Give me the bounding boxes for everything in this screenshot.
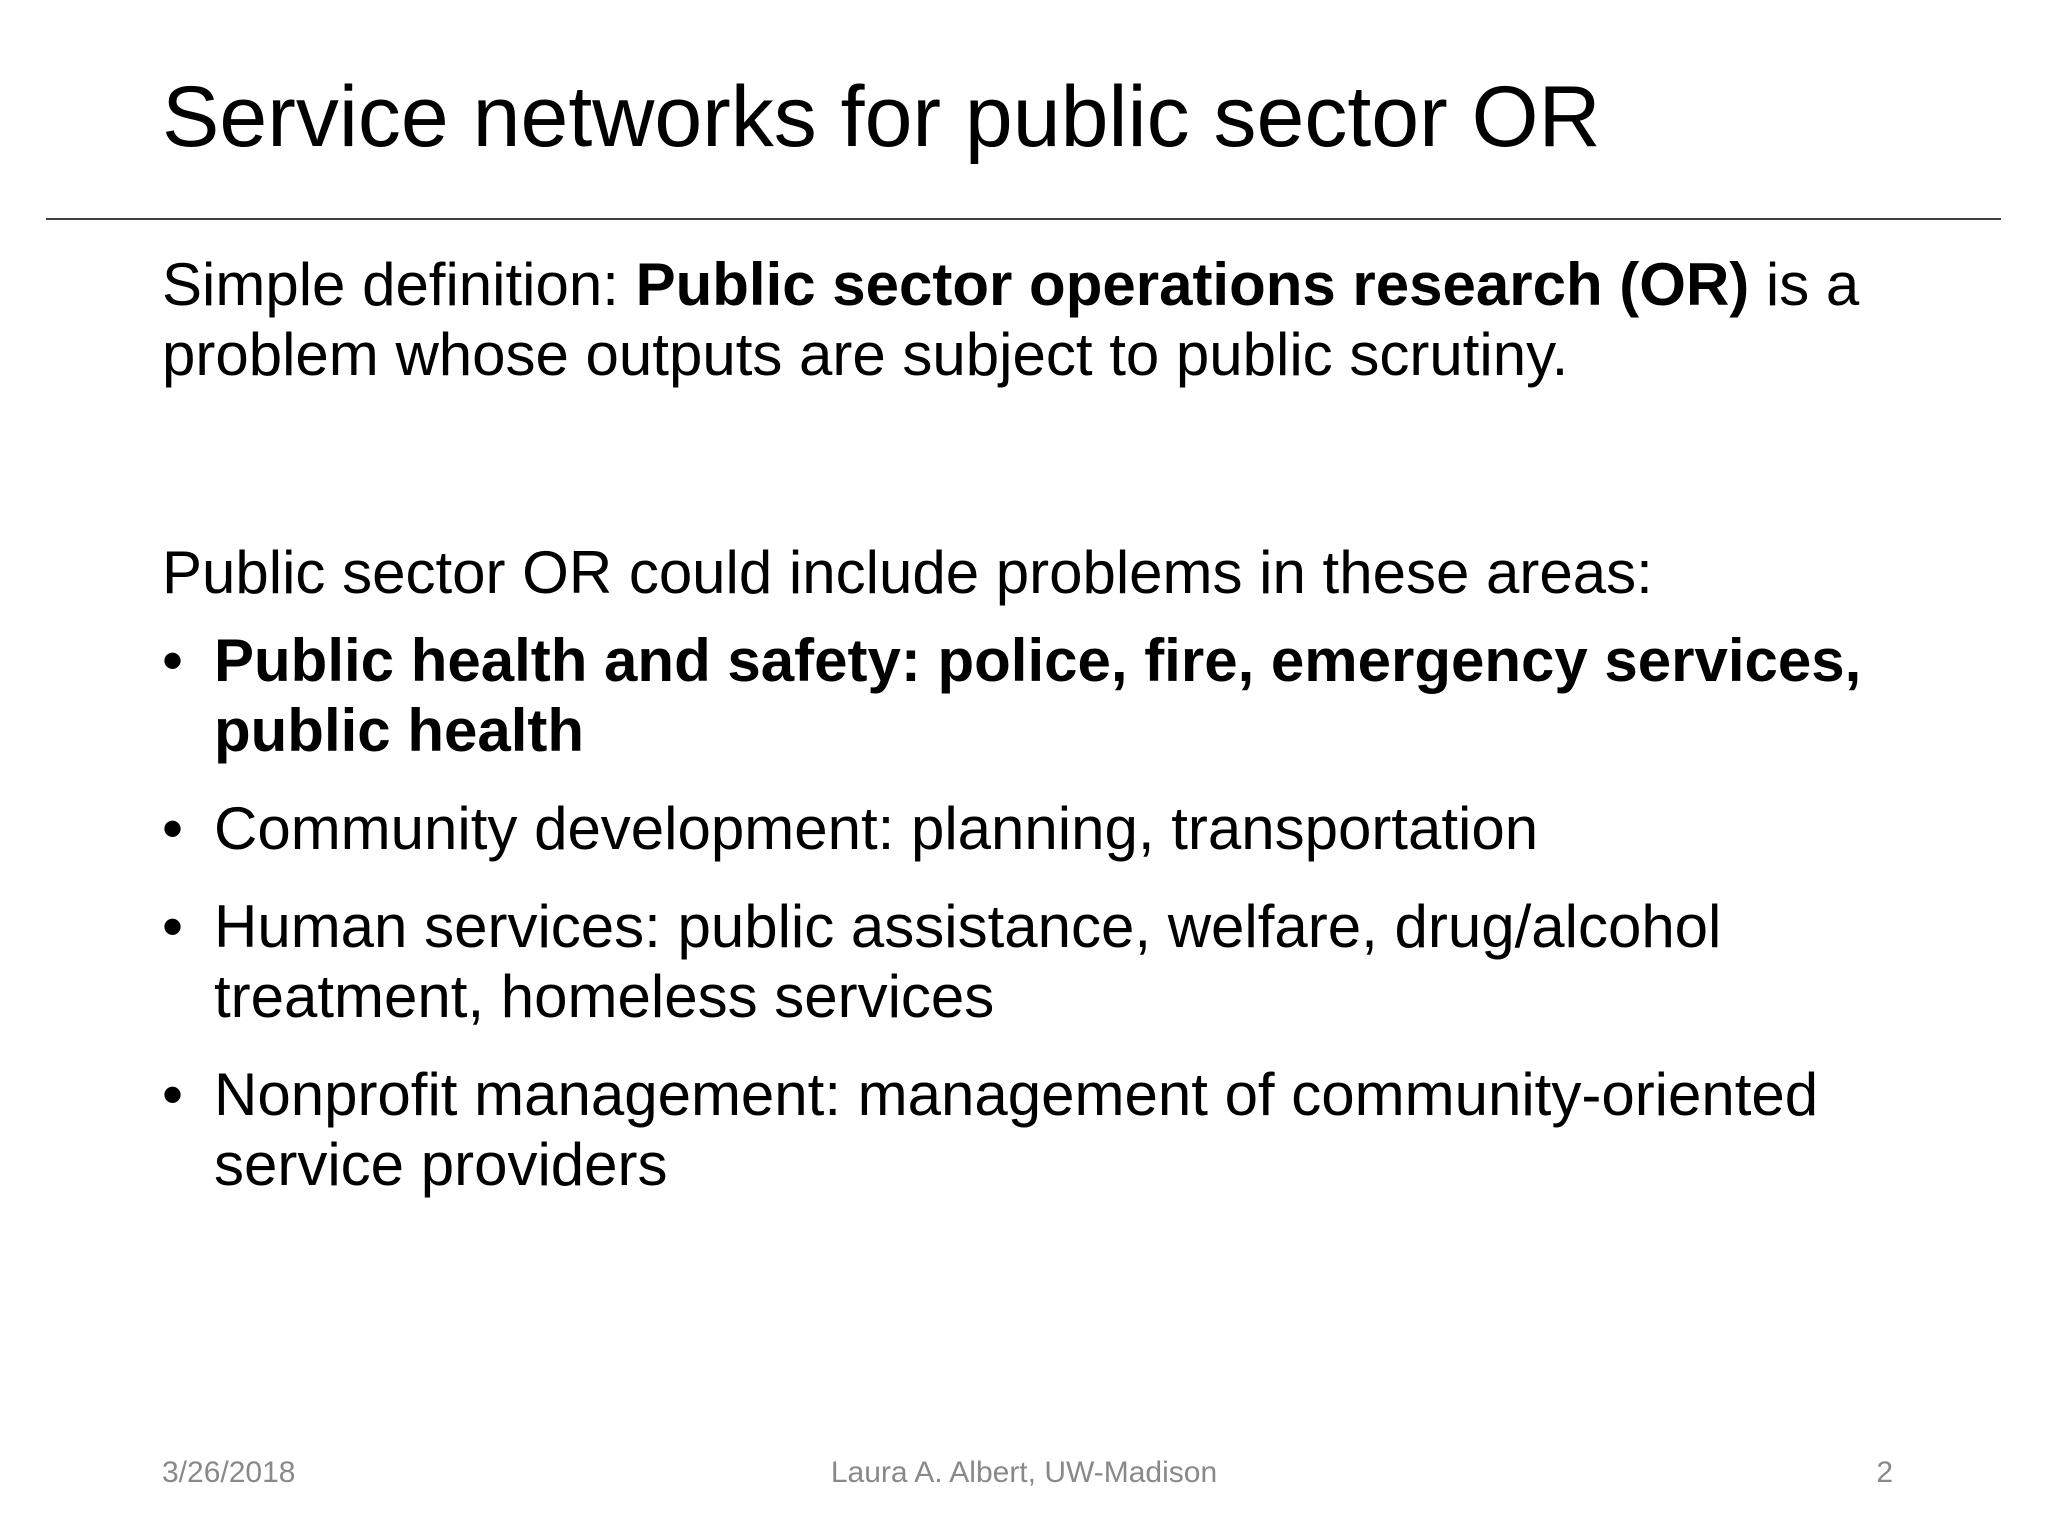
list-item (162, 892, 1922, 1032)
definition-suffix: is a problem whose outputs are subject to public scrutiny. (162, 251, 1860, 388)
footer-page-number: 2 (1876, 1456, 1893, 1489)
bullet-icon: • (162, 627, 184, 694)
title-divider (46, 218, 2001, 220)
footer-author: Laura A. Albert, UW-Madison (830, 1456, 1218, 1489)
list-item (162, 794, 1922, 864)
footer-date: 3/26/2018 (162, 1456, 296, 1489)
areas-lead: Public sector OR could include problems in these areas: (162, 539, 1653, 606)
areas-list (162, 626, 1922, 1200)
list-item (162, 1060, 1922, 1200)
slide-body (162, 250, 1922, 1228)
slide-title: Service networks for public sector OR (162, 69, 1601, 165)
definition-prefix: Simple definition: (162, 251, 636, 318)
bullet-icon: • (162, 893, 184, 960)
bullet-icon: • (162, 795, 184, 862)
list-item-text: Community development: planning, transportation (214, 795, 1539, 862)
list-item-text: Nonprofit management: management of community-oriented service providers (214, 1061, 1819, 1198)
bullet-icon: • (162, 1061, 184, 1128)
list-item-text: Public health and safety: police, fire, emergency services, public health (214, 627, 1862, 764)
list-item-text: Human services: public assistance, welfare, drug/alcohol treatment, homeless services (214, 893, 1722, 1030)
list-item (162, 626, 1922, 766)
definition-term: Public sector operations research (OR) (635, 251, 1750, 318)
definition-paragraph (162, 250, 1922, 390)
